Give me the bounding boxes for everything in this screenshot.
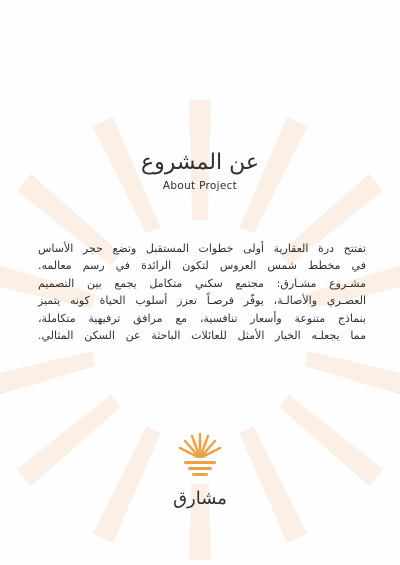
page-subtitle: About Project bbox=[162, 180, 238, 192]
page-title: عن المشروع bbox=[141, 150, 259, 175]
brand-logo bbox=[0, 428, 400, 488]
sun-ray bbox=[240, 117, 308, 234]
sunrise-icon bbox=[175, 428, 225, 484]
body-line-4: العصـري والأصالـة، يوفّر فرصـاً تعزز أسلوب الحياة كونه يتميز bbox=[38, 294, 366, 308]
sun-ray bbox=[0, 351, 96, 400]
sun-ray bbox=[93, 117, 161, 234]
body-line-5: بنماذج متنوعة وأسعار تنافسية، مع مرافق ترفيهية متكاملة، bbox=[38, 311, 366, 325]
body-line-3: مشـروع مشـارق: مجتمع سكني متكامل يجمع بين التصميم bbox=[38, 276, 366, 290]
body-line-2: في مخطط شمس العروس لتكون الرائدة في رسم معالمه. bbox=[38, 259, 366, 273]
body-line-1: تفتتح درة العقارية أولى خطوات المستقبل وتضع حجر الأساس bbox=[38, 242, 366, 255]
sun-ray bbox=[304, 351, 400, 400]
body-paragraph bbox=[38, 240, 366, 344]
body-line-6: مما يجعلـه الخيار الأمثل للعائلات الباحثة عن السكن المثالي. bbox=[38, 329, 366, 343]
brand-name: مشارق bbox=[173, 488, 227, 509]
